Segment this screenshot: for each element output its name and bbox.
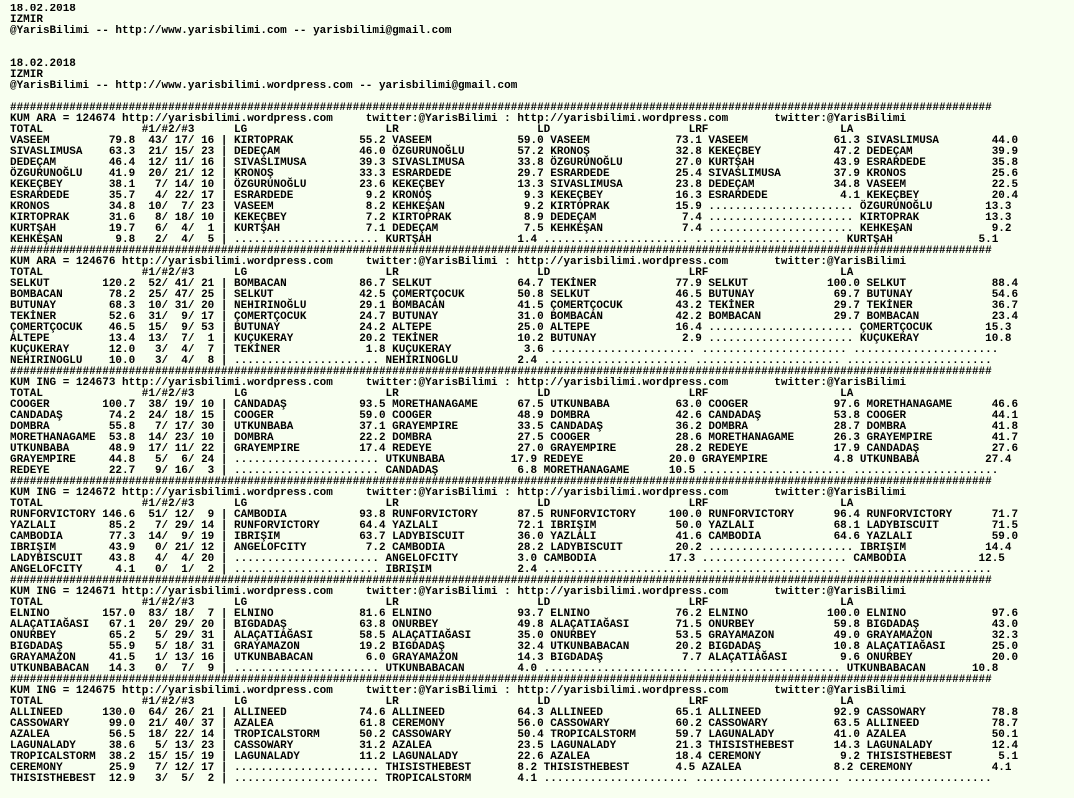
race-block bbox=[10, 103, 1070, 246]
table-row: MORETHANAGAME 53.8 14/ 23/ 10 | DOMBRA 22.2 DOMBRA 27.5 COOGER 28.6 MORETHANAGAME 26.3 GRAYEMPIRE 41.7 bbox=[10, 432, 1019, 444]
table-row: AZALEA 56.5 18/ 22/ 14 | TROPICALSTORM 50.2 CASSOWARY 50.4 TROPICALSTORM 59.7 LAGUNALADY 41.0 AZALEA 50.1 bbox=[10, 729, 1019, 741]
table-row: BOMBACAN 78.2 25/ 47/ 25 | SELKUT 42.5 ÇOMERTÇOCUK 50.8 SELKUT 46.5 BUTUNAY 69.7 BUTUNAY 54.6 bbox=[10, 289, 1019, 301]
table-row: DEDEÇAM 46.4 12/ 11/ 16 | SIVASLIMUSA 39.3 SIVASLIMUSA 33.8 ÖZGURUNOĞLU 27.0 KURTŞAH 43.9 ESRARDEDE 35.8 bbox=[10, 157, 1019, 169]
table-row: IBRIŞIM 43.9 0/ 21/ 12 | ANGELOFCITY 7.2 CAMBODIA 28.2 LADYBISCUIT 20.2 ...................... IBRIŞIM 14.4 bbox=[10, 542, 1012, 554]
header-block-2 bbox=[10, 59, 1070, 92]
header-date: 18.02.2018 bbox=[10, 4, 76, 15]
table-row: ALAÇATIAĞASI 67.1 20/ 29/ 20 | BIGDADAŞ 63.8 ONURBEY 49.8 ALAÇATIAĞASI 71.5 ONURBEY 59.8 BIGDADAŞ 43.0 bbox=[10, 619, 1019, 631]
table-row: LAGUNALADY 38.6 5/ 13/ 23 | CASSOWARY 31.2 AZALEA 23.5 LAGUNALADY 21.3 THISISTHEBEST 14.3 LAGUNALADY 12.4 bbox=[10, 740, 1019, 752]
table-row: CANDADAŞ 74.2 24/ 18/ 15 | COOGER 59.0 COOGER 48.9 DOMBRA 42.6 CANDADAŞ 53.8 COOGER 44.1 bbox=[10, 410, 1019, 422]
table-row: ONURBEY 65.2 5/ 29/ 31 | ALAÇATIAĞASI 58.5 ALAÇATIAĞASI 35.0 ONURBEY 53.5 GRAYAMAZON 49.0 GRAYAMAZON 32.3 bbox=[10, 630, 1019, 642]
separator-rule: ##################################################################################################################################################### bbox=[10, 366, 992, 378]
table-row: KIRTOPRAK 31.6 8/ 18/ 10 | KEKEÇBEY 7.2 KIRTOPRAK 8.9 DEDEÇAM 7.4 ...................... KIRTOPRAK 13.3 bbox=[10, 212, 1012, 224]
table-row: REDEYE 22.7 9/ 16/ 3 | ...................... CANDADAŞ 6.8 MORETHANAGAME 10.5 ...................... ...................... bbox=[10, 465, 999, 477]
column-headers: TOTAL #1/#2/#3 LG LR LD LRF LA bbox=[10, 597, 854, 609]
race-title: KUM ING = 124672 http://yarisbilimi.wordpress.com twitter:@YarisBilimi : http://yarisbilimi.wordpress.com twitter:@YarisBilimi bbox=[10, 487, 907, 499]
race-title: KUM ARA = 124676 http://yarisbilimi.wordpress.com twitter:@YarisBilimi : http://yarisbilimi.wordpress.com twitter:@YarisBilimi bbox=[10, 256, 907, 268]
table-row: DOMBRA 55.8 7/ 17/ 30 | UTKUNBABA 37.1 GRAYEMPIRE 33.5 CANDADAŞ 36.2 DOMBRA 28.7 DOMBRA 41.8 bbox=[10, 421, 1019, 433]
table-row: KUÇUKERAY 12.0 3/ 4/ 7 | TEKİNER 1.8 KUÇUKERAY 3.6 ...................... ...................... ...................... bbox=[10, 344, 999, 356]
separator-rule: ##################################################################################################################################################### bbox=[10, 102, 992, 114]
table-row: BIGDADAŞ 55.9 5/ 18/ 31 | GRAYAMAZON 19.2 BIGDADAŞ 32.4 UTKUNBABACAN 20.2 BIGDADAŞ 10.8 ALAÇATIAĞASI 25.0 bbox=[10, 641, 1019, 653]
column-headers: TOTAL #1/#2/#3 LG LR LD LRF LA bbox=[10, 696, 854, 708]
table-row: ELNINO 157.0 83/ 18/ 7 | ELNINO 81.6 ELNINO 93.7 ELNINO 76.2 ELNINO 100.0 ELNINO 97.6 bbox=[10, 608, 1019, 620]
separator-rule: ##################################################################################################################################################### bbox=[10, 674, 992, 686]
table-row: KRONOS 34.8 10/ 7/ 23 | VASEEM 8.2 KEHKEŞAN 9.2 KIRTOPRAK 15.9 ...................... ÖZGURUNOĞLU 13.3 bbox=[10, 201, 1012, 213]
table-row: ALLINEED 130.0 64/ 26/ 21 | ALLINEED 74.6 ALLINEED 64.3 ALLINEED 65.1 ALLINEED 92.9 CASSOWARY 78.8 bbox=[10, 707, 1019, 719]
table-row: LADYBISCUIT 43.8 4/ 4/ 20 | ...................... ANGELOFCITY 3.0 CAMBODIA 17.3 ...................... CAMBODIA 12.5 bbox=[10, 553, 1005, 565]
blank-line bbox=[10, 48, 1068, 59]
race-title: KUM ARA = 124674 http://yarisbilimi.wordpress.com twitter:@YarisBilimi : http://yarisbilimi.wordpress.com twitter:@YarisBilimi bbox=[10, 113, 907, 125]
column-headers: TOTAL #1/#2/#3 LG LR LD LRF LA bbox=[10, 124, 854, 136]
race-blocks bbox=[10, 103, 1070, 785]
race-block bbox=[10, 246, 1070, 367]
blank-line bbox=[10, 37, 1068, 48]
table-row: KEHKEŞAN 9.8 2/ 4/ 5 | ...................... KURTŞAH 1.4 ...................... ...................... KURTŞAH 5.1 bbox=[10, 234, 999, 246]
table-row: CAMBODIA 77.3 14/ 9/ 19 | IBRIŞIM 63.7 LADYBISCUIT 36.0 YAZLALI 41.6 CAMBODIA 64.6 YAZLALI 59.0 bbox=[10, 531, 1019, 543]
table-row: ÖZGURUNOĞLU 41.9 20/ 21/ 12 | KRONOŞ 33.3 ESRARDEDE 29.7 ESRARDEDE 25.4 SIVASLIMUSA 37.9 KRONOS 25.6 bbox=[10, 168, 1019, 180]
table-row: TEKİNER 52.6 31/ 9/ 17 | ÇOMERTÇOCUK 24.7 BUTUNAY 31.0 BOMBACAN 42.2 BOMBACAN 29.7 BOMBACAN 23.4 bbox=[10, 311, 1019, 323]
table-row: SELKUT 120.2 52/ 41/ 21 | BOMBACAN 86.7 SELKUT 64.7 TEKİNER 77.9 SELKUT 100.0 SELKUT 88.4 bbox=[10, 278, 1019, 290]
race-title: KUM ING = 124675 http://yarisbilimi.wordpress.com twitter:@YarisBilimi : http://yarisbilimi.wordpress.com twitter:@YarisBilimi bbox=[10, 685, 907, 697]
separator-rule: ##################################################################################################################################################### bbox=[10, 575, 992, 587]
table-row: TROPICALSTORM 38.2 15/ 15/ 19 | LAGUNALADY 11.2 LAGUNALADY 22.6 AZALEA 18.4 CEREMONY 9.2 THISISTHEBEST 5.1 bbox=[10, 751, 1019, 763]
header-contact: @YarisBilimi -- http://www.yarisbilimi.wordpress.com -- yarisbilimi@gmail.com bbox=[10, 80, 518, 92]
header-city: IZMIR bbox=[10, 14, 43, 26]
race-block bbox=[10, 367, 1070, 477]
table-row: VASEEM 79.8 43/ 17/ 16 | KIRTOPRAK 55.2 VASEEM 59.0 VASEEM 73.1 VASEEM 61.3 SIVASLIMUSA 44.0 bbox=[10, 135, 1019, 147]
table-row: CEREMONY 25.9 7/ 12/ 17 | ...................... THISISTHEBEST 8.2 THISISTHEBEST 4.5 AZALEA 8.2 CEREMONY 4.1 bbox=[10, 762, 1012, 774]
results-document bbox=[10, 4, 1070, 798]
header-contact: @YarisBilimi -- http://www.yarisbilimi.com -- yarisbilimi@gmail.com bbox=[10, 25, 452, 37]
header-date: 18.02.2018 bbox=[10, 58, 76, 70]
table-row: GRAYEMPIRE 44.8 5/ 6/ 24 | ...................... UTKUNBABA 17.9 REDEYE 20.0 GRAYEMPIRE 4.8 UTKUNBABA 27.4 bbox=[10, 454, 1012, 466]
race-block bbox=[10, 675, 1070, 785]
table-row: SIVASLIMUSA 63.3 21/ 15/ 23 | DEDEÇAM 46.0 ÖZGURUNOĞLU 57.2 KRONOŞ 32.8 KEKEÇBEY 47.2 DEDEÇAM 39.9 bbox=[10, 146, 1019, 158]
table-row: NEHIRINOGLU 10.0 3/ 4/ 8 | ...................... NEHIRINOGLU 2.4 ...................... ...................... ...................... bbox=[10, 355, 992, 367]
table-row: UTKUNBABA 48.9 17/ 11/ 22 | GRAYEMPIRE 17.4 REDEYE 27.0 GRAYEMPIRE 28.2 REDEYE 17.9 CANDADAŞ 27.6 bbox=[10, 443, 1019, 455]
table-row: RUNFORVICTORY 146.6 51/ 12/ 9 | CAMBODIA 93.8 RUNFORVICTORY 87.5 RUNFORVICTORY 100.0 RUNFORVICTORY 96.4 RUNFORVICTORY 71.7 bbox=[10, 509, 1019, 521]
table-row: ALTEPE 13.4 13/ 7/ 1 | KUÇUKERAY 20.2 TEKİNER 10.2 BUTUNAY 2.9 ...................... KUÇUKERAY 10.8 bbox=[10, 333, 1012, 345]
table-row: KEKEÇBEY 38.1 7/ 14/ 10 | ÖZGURUNOĞLU 23.6 KEKEÇBEY 13.3 SIVASLIMUSA 23.8 DEDEÇAM 34.8 VASEEM 22.5 bbox=[10, 179, 1019, 191]
table-row: YAZLALI 85.2 7/ 29/ 14 | RUNFORVICTORY 64.4 YAZLALI 72.1 IBRIŞIM 50.0 YAZLALI 68.1 LADYBISCUIT 71.5 bbox=[10, 520, 1019, 532]
table-row: BUTUNAY 68.3 10/ 31/ 20 | NEHIRINOĞLU 29.1 BOMBACAN 41.5 ÇOMERTÇOCUK 43.2 TEKİNER 29.7 TEKİNER 36.7 bbox=[10, 300, 1019, 312]
table-row: CASSOWARY 99.0 21/ 40/ 37 | AZALEA 61.8 CEREMONY 56.0 CASSOWARY 60.2 CASSOWARY 63.5 ALLINEED 78.7 bbox=[10, 718, 1019, 730]
table-row: ESRARDEDE 35.7 4/ 22/ 17 | ESRARDEDE 9.2 KRONOŞ 9.3 KEKEÇBEY 16.3 ESRARDEDE 4.1 KEKEÇBEY 20.4 bbox=[10, 190, 1019, 202]
race-block bbox=[10, 576, 1070, 675]
race-block bbox=[10, 477, 1070, 576]
table-row: UTKUNBABACAN 14.3 0/ 7/ 9 | ...................... UTKUNBABACAN 4.0 ...................... ...................... UTKUNBABACAN 10.8 bbox=[10, 663, 999, 675]
table-row: COOGER 100.7 38/ 19/ 10 | CANDADAŞ 93.5 MORETHANAGAME 67.5 UTKUNBABA 63.0 COOGER 97.6 MORETHANAGAME 46.6 bbox=[10, 399, 1019, 411]
table-row: ANGELOFCITY 4.1 0/ 1/ 2 | ...................... IBRIŞIM 2.4 ...................... ...................... ...................... bbox=[10, 564, 992, 576]
separator-rule: ##################################################################################################################################################### bbox=[10, 476, 992, 488]
separator-rule: ##################################################################################################################################################### bbox=[10, 245, 992, 257]
header-block-1 bbox=[10, 4, 1070, 37]
column-headers: TOTAL #1/#2/#3 LG LR LD LRF LA bbox=[10, 498, 854, 510]
column-headers: TOTAL #1/#2/#3 LG LR LD LRF LA bbox=[10, 388, 854, 400]
race-title: KUM ING = 124673 http://yarisbilimi.wordpress.com twitter:@YarisBilimi : http://yarisbilimi.wordpress.com twitter:@YarisBilimi bbox=[10, 377, 907, 389]
table-row: KURTŞAH 19.7 6/ 4/ 1 | KURTŞAH 7.1 DEDEÇAM 7.5 KEHKEŞAN 7.4 ...................... KEHKEŞAN 9.2 bbox=[10, 223, 1012, 235]
table-row: ÇOMERTÇOCUK 46.5 15/ 9/ 53 | BUTUNAY 24.2 ALTEPE 25.0 ALTEPE 16.4 ...................... ÇOMERTÇOCUK 15.3 bbox=[10, 322, 1012, 334]
table-row: GRAYAMAZON 41.5 1/ 13/ 16 | UTKUNBABACAN 6.0 GRAYAMAZON 14.3 BIGDADAŞ 7.7 ALAÇATIAĞASI 9.6 ONURBEY 20.0 bbox=[10, 652, 1019, 664]
header-city: IZMIR bbox=[10, 69, 43, 81]
table-row: THISISTHEBEST 12.9 3/ 5/ 2 | ...................... TROPICALSTORM 4.1 ...................... ...................... ...................... bbox=[10, 773, 992, 785]
race-title: KUM ING = 124671 http://yarisbilimi.wordpress.com twitter:@YarisBilimi : http://yarisbilimi.wordpress.com twitter:@YarisBilimi bbox=[10, 586, 907, 598]
column-headers: TOTAL #1/#2/#3 LG LR LD LRF LA bbox=[10, 267, 854, 279]
